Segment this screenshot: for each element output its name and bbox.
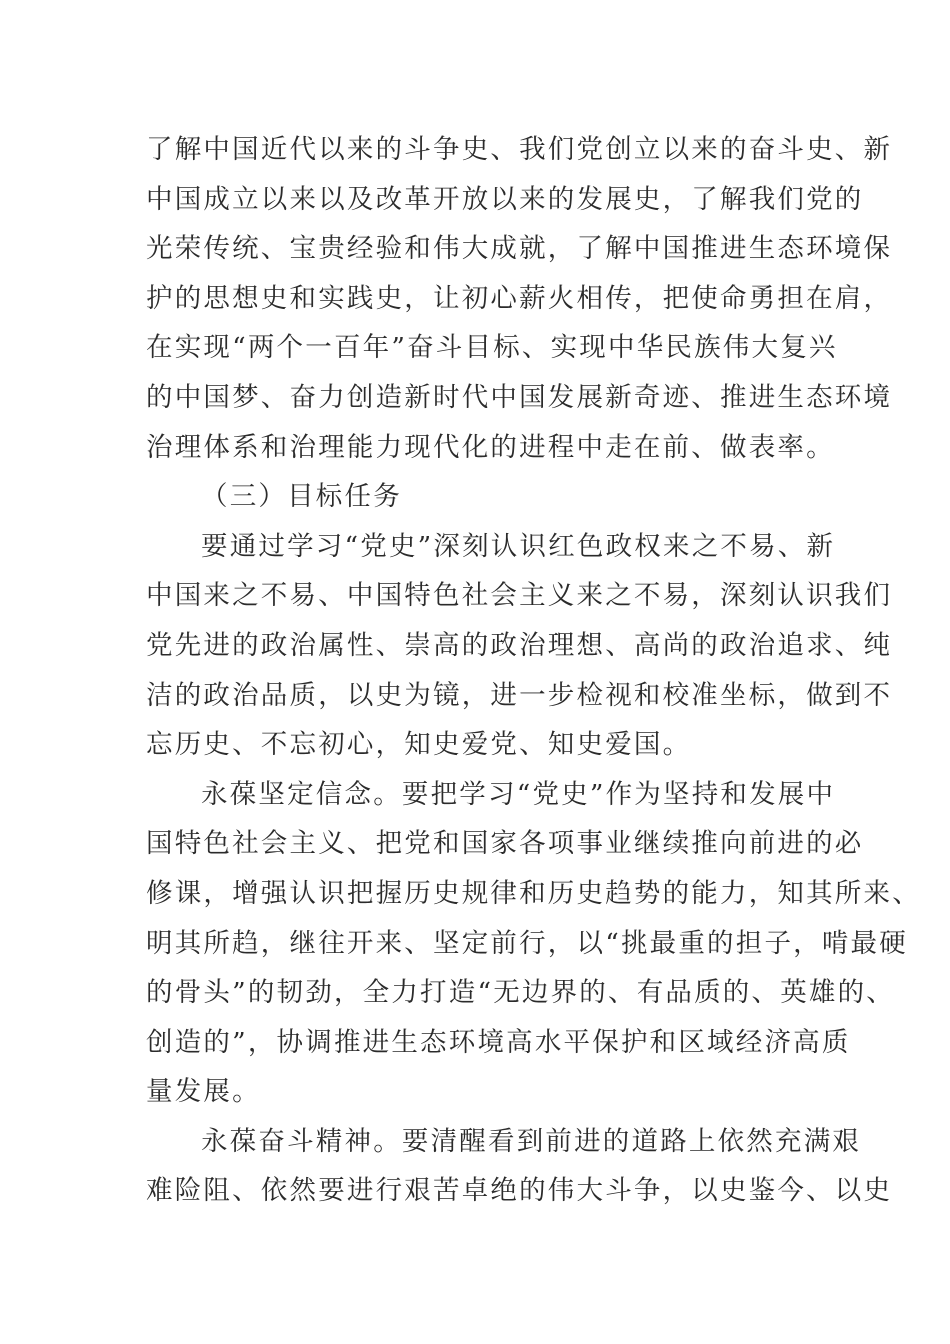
text-line: 洁的政治品质，以史为镜，进一步检视和校准坐标，做到不 — [146, 679, 893, 711]
text-line: 在实现“两个一百年”奋斗目标、实现中华民族伟大复兴 — [146, 332, 838, 364]
text-line: 中国成立以来以及改革开放以来的发展史，了解我们党的 — [146, 183, 864, 215]
text-line: 明其所趋，继往开来、坚定前行，以“挑最重的担子，啃最硬 — [146, 927, 908, 959]
text-line: 难险阻、依然要进行艰苦卓绝的伟大斗争，以史鉴今、以史 — [146, 1175, 893, 1207]
text-line: 忘历史、不忘初心，知史爱党、知史爱国。 — [146, 729, 692, 761]
text-line: 国特色社会主义、把党和国家各项事业继续推向前进的必 — [146, 828, 864, 860]
text-line: 修课，增强认识把握历史规律和历史趋势的能力，知其所来、 — [146, 877, 921, 909]
text-line: 的骨头”的韧劲，全力打造“无边界的、有品质的、英雄的、 — [146, 977, 895, 1009]
text-line: 护的思想史和实践史，让初心薪火相传，把使命勇担在肩， — [146, 282, 893, 314]
text-line: 量发展。 — [146, 1076, 261, 1108]
section-heading: （三）目标任务 — [201, 481, 402, 513]
text-line: 光荣传统、宝贵经验和伟大成就，了解中国推进生态环境保 — [146, 233, 893, 265]
text-line: 的中国梦、奋力创造新时代中国发展新奇迹、推进生态环境 — [146, 381, 893, 413]
text-line: 创造的”，协调推进生态环境高水平保护和区域经济高质 — [146, 1026, 851, 1058]
text-line: 永葆奋斗精神。要清醒看到前进的道路上依然充满艰 — [201, 1125, 862, 1157]
text-line: 党先进的政治属性、崇高的政治理想、高尚的政治追求、纯 — [146, 629, 893, 661]
document-body — [146, 125, 921, 1216]
text-line: 永葆坚定信念。要把学习“党史”作为坚持和发展中 — [201, 778, 836, 810]
text-line: 中国来之不易、中国特色社会主义来之不易，深刻认识我们 — [146, 580, 893, 612]
text-line: 治理体系和治理能力现代化的进程中走在前、做表率。 — [146, 431, 835, 463]
text-line: 了解中国近代以来的斗争史、我们党创立以来的奋斗史、新 — [146, 134, 893, 165]
text-line: 要通过学习“党史”深刻认识红色政权来之不易、新 — [201, 530, 836, 562]
